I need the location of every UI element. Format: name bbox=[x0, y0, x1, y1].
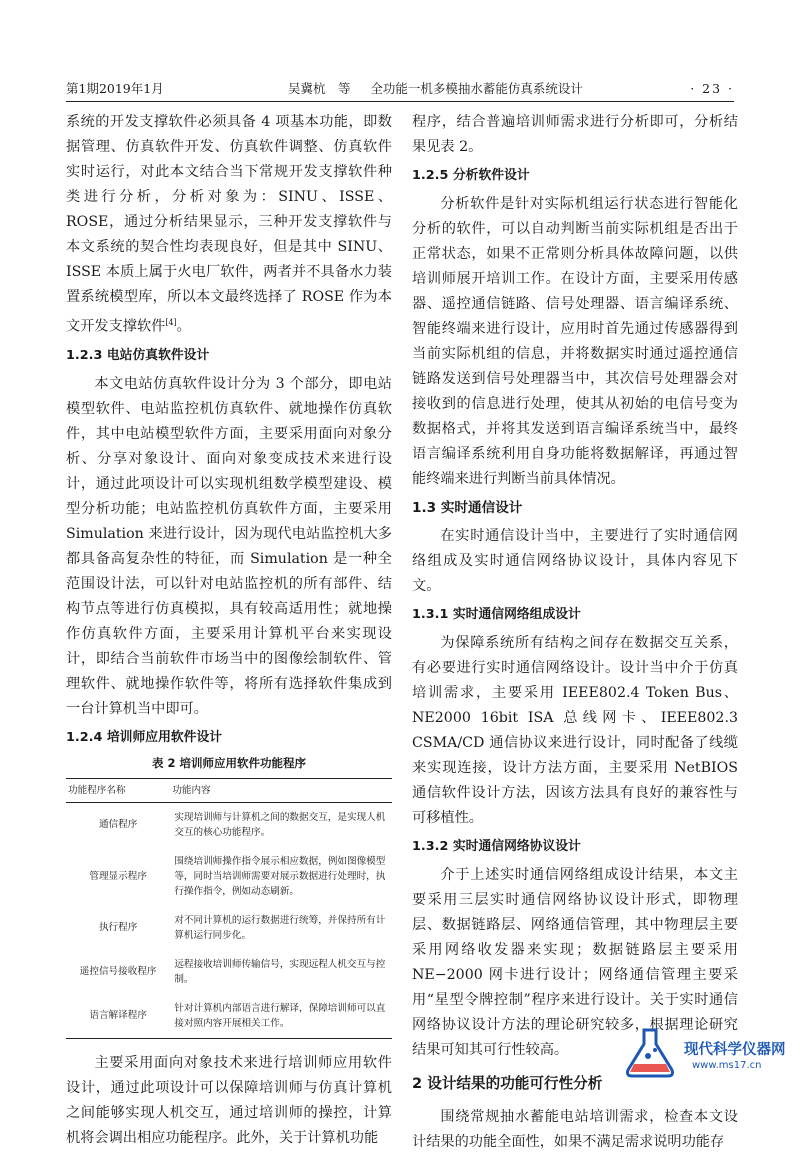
header-rule bbox=[66, 101, 734, 102]
left-column bbox=[66, 110, 392, 1151]
table-cell-name: 通信程序 bbox=[98, 819, 138, 831]
table-row bbox=[66, 994, 392, 1039]
running-header bbox=[66, 78, 734, 100]
paragraph: 分析软件是针对实际机组运行状态进行智能化分析的软件，可以自动判断当前实际机组是否出于正常状态，如果不正常则分析具体故障问题，以供培训师展开培训工作。在设计方面，主要采用传感器、遥控通信链路、信号处理器、语言编译系统、智能终端来进行设计，应用时首先通过传感器得到当前实际机组的信息，并将数据实时通过遥控通信链路发送到信号处理器当中，其次信号处理器会对接收到的信息进行处理，使其从初始的电信号变为数据格式，并将其发送到语言编译系统当中，最终语言编译系统利用自身功能将数据解译，再通过智能终端来进行判断当前具体情况。 bbox=[412, 196, 738, 487]
table-cell-desc: 对不同计算机的运行数据进行统筹，并保持所有计算机运行同步化。 bbox=[174, 914, 386, 941]
section-heading-1-3: 1.3 实时通信设计 bbox=[412, 500, 523, 516]
page-number: · 23 · bbox=[690, 81, 734, 96]
table-header-row bbox=[66, 778, 392, 802]
paragraph: 本文电站仿真软件设计分为 3 个部分，即电站模型软件、电站监控机仿真软件、就地操作仿真软件，其中电站模型软件方面，主要采用面向对象分析、分享对象设计、面向对象变成技术来进行设计，通过此项设计可以实现机组数学模型建设、模型分析功能；电站监控机仿真软件方面，主要采用 Simulation 来进行设计，因为现代电站监控机大多都具备高复杂性的特征，而 Simulation 是一种全范围设计法，可以针对电站监控机的所有部件、结构节点等进行仿真模拟，具有较高适用性；就地操作仿真软件方面，主要采用计算机平台来实现设计，即结合当前软件市场当中的图像绘制软件、管理软件、就地操作软件等，将所有选择软件集成到一台计算机当中即可。 bbox=[66, 375, 392, 717]
section-heading-1-3-1: 1.3.1 实时通信网络组成设计 bbox=[412, 607, 581, 622]
section-heading-1-2-3: 1.2.3 电站仿真软件设计 bbox=[66, 347, 210, 363]
table-cell-name: 遥控信号接收程序 bbox=[79, 966, 157, 978]
paragraph: 主要采用面向对象技术来进行培训师应用软件设计，通过此项设计可以保障培训师与仿真计算机之间能够实现人机交互，通过培训师的操控，计算机将会调出相应功能程序。此外，关于计算机功能 bbox=[66, 1054, 392, 1146]
paragraph: 系统的开发支撑软件必须具备 4 项基本功能，即数据管理、仿真软件开发、仿真软件调整、仿真软件实时运行，对此本文结合当下常规开发支撑软件种类进行分析，分析对象为：SINU、ISSE、ROSE，通过分析结果显示，三种开发支撑软件与本文系统的契合性均表现良好，但是其中 SINU、ISSE 本质上属于火电厂软件，两者并不具备水力装置系统模型库，所以本文最终选择了 ROSE 作为本文开发支撑软件[4]。 bbox=[66, 114, 392, 335]
citation-ref: [4] bbox=[165, 318, 177, 327]
function-table bbox=[66, 778, 392, 1039]
table-row bbox=[66, 950, 392, 994]
table-cell-name: 管理显示程序 bbox=[89, 870, 147, 882]
table-cell-desc: 实现培训师与计算机之间的数据交互，是实现人机交互的核心功能程序。 bbox=[174, 811, 386, 838]
table-row bbox=[66, 847, 392, 906]
table-cell-name: 执行程序 bbox=[98, 922, 138, 934]
flask-icon bbox=[622, 1024, 682, 1080]
table-header-cell: 功能程序名称 bbox=[66, 778, 170, 802]
section-heading-1-3-2: 1.3.2 实时通信网络协议设计 bbox=[412, 839, 581, 854]
table-header-cell: 功能内容 bbox=[170, 778, 392, 802]
header-authors: 吴冀杭 等 bbox=[288, 81, 351, 96]
paragraph: 在实时通信设计当中，主要进行了实时通信网络组成及实时通信网络协议设计，具体内容见下文。 bbox=[412, 528, 738, 594]
section-heading-1-2-4: 1.2.4 培训师应用软件设计 bbox=[66, 729, 223, 745]
watermark-url: www.ms17.cn bbox=[692, 1060, 762, 1071]
table-cell-name: 语言解译程序 bbox=[66, 994, 170, 1039]
watermark-logo bbox=[622, 1020, 792, 1080]
header-paper-title: 全功能一机多模抽水蓄能仿真系统设计 bbox=[370, 81, 583, 96]
table-cell-desc: 远程接收培训师传输信号，实现远程人机交互与控制。 bbox=[174, 958, 386, 985]
table-row bbox=[66, 802, 392, 847]
table-row bbox=[66, 906, 392, 950]
paragraph: 介于上述实时通信网络组成设计结果，本文主要采用三层实时通信网络协议设计形式，即物理层、数据链路层、网络通信管理，其中物理层主要采用网络收发器来实现；数据链路层主要采用 NE−2000 网卡进行设计；网络通信管理主要采用“星型令牌控制”程序来进行设计。关于实时通信网络协议设计方法的理论研究较多，根据理论研究结果可知其可行性较高。 bbox=[412, 867, 738, 1058]
paragraph: 为保障系统所有结构之间存在数据交互关系，有必要进行实时通信网络设计。设计当中介于仿真培训需求，主要采用 IEEE802.4 Token Bus、NE2000 16bit ISA 总线网卡、IEEE802.3 CSMA/CD 通信协议来进行设计，同时配备了线缆来实现连接，设计方法方面，主要采用 NetBIOS 通信软件设计方法，因该方法具有良好的兼容性与可移植性。 bbox=[412, 635, 738, 826]
section-heading-1-2-5: 1.2.5 分析软件设计 bbox=[412, 168, 530, 183]
header-authors-title bbox=[288, 78, 583, 100]
table-caption: 表 2 培训师应用软件功能程序 bbox=[151, 755, 306, 770]
table-cell-desc: 针对计算机内部语言进行解译，保障培训师可以直接对照内容开展相关工作。 bbox=[170, 994, 392, 1039]
issue-date: 第1期2019年1月 bbox=[66, 81, 164, 96]
right-column bbox=[412, 110, 738, 1155]
section-heading-2: 2 设计结果的功能可行性分析 bbox=[412, 1075, 603, 1092]
paragraph: 围绕常规抽水蓄能电站培训需求，检查本文设计结果的功能全面性，如果不满足需求说明功能存 bbox=[412, 1109, 738, 1150]
watermark-name: 现代科学仪器网 bbox=[684, 1042, 786, 1058]
table-cell-desc: 围绕培训师操作指令展示相应数据，例如图像模型等，同时当培训师需要对展示数据进行处理时，执行操作指令，例如动态刷新。 bbox=[174, 855, 386, 897]
paragraph: 程序，结合普遍培训师需求进行分析即可，分析结果见表 2。 bbox=[412, 114, 738, 155]
